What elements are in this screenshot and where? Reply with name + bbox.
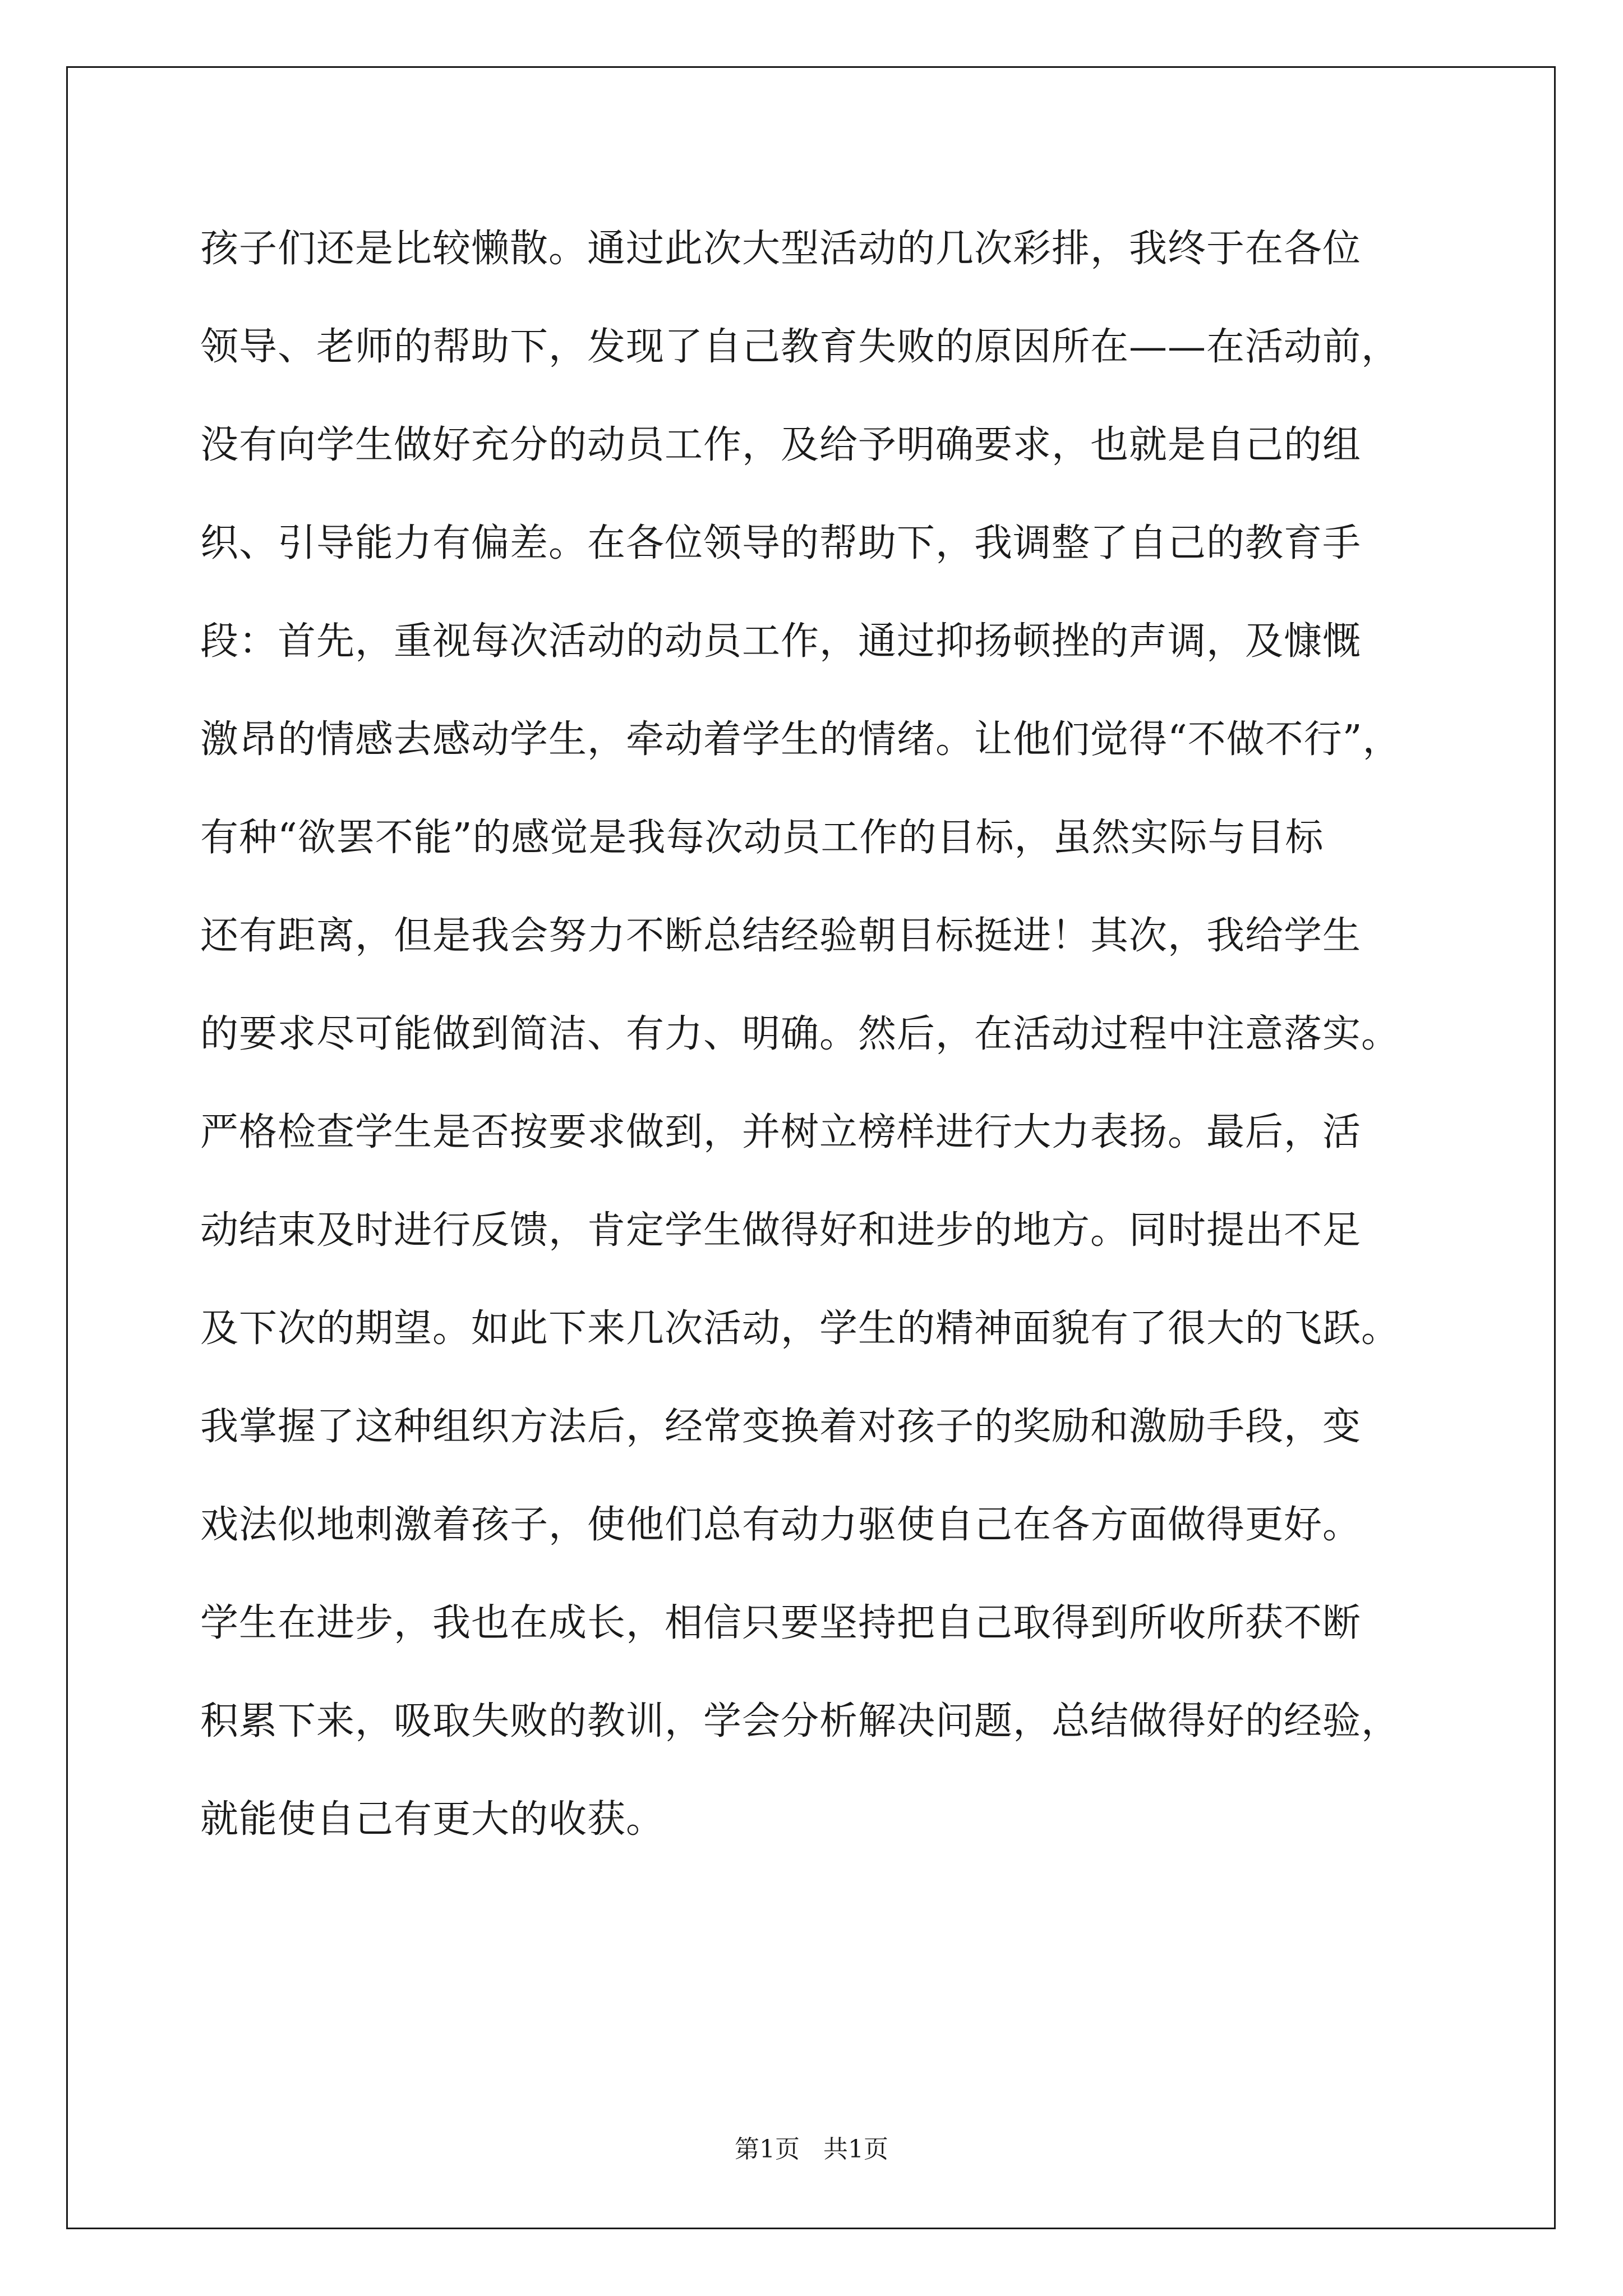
document-body xyxy=(200,200,1468,1869)
text-line-10: 严格检查学生是否按要求做到，并树立榜样进行大力表扬。最后，活 xyxy=(200,1110,1362,1154)
text-line-8: 还有距离，但是我会努力不断总结经验朝目标挺进！其次，我给学生 xyxy=(200,914,1362,958)
text-line-13: 我掌握了这种组织方法后，经常变换着对孩子的奖励和激励手段，变 xyxy=(200,1405,1362,1449)
text-line-5: 段：首先，重视每次活动的动员工作，通过抑扬顿挫的声调，及慷慨 xyxy=(200,619,1362,664)
text-line-7: 有种“欲罢不能”的感觉是我每次动员工作的目标，虽然实际与目标 xyxy=(200,816,1324,860)
text-line-11: 动结束及时进行反馈，肯定学生做得好和进步的地方。同时提出不足 xyxy=(200,1208,1362,1253)
text-line-16: 积累下来，吸取失败的教训，学会分析解决问题，总结做得好的经验， xyxy=(200,1699,1400,1743)
text-line-2: 领导、老师的帮助下，发现了自己教育失败的原因所在——在活动前， xyxy=(200,325,1400,369)
text-line-9: 的要求尽可能做到简洁、有力、明确。然后，在活动过程中注意落实。 xyxy=(200,1012,1400,1056)
text-line-3: 没有向学生做好充分的动员工作，及给予明确要求，也就是自己的组 xyxy=(200,423,1362,467)
text-line-6: 激昂的情感去感动学生，牵动着学生的情绪。让他们觉得“不做不行”， xyxy=(200,717,1401,762)
text-line-12: 及下次的期望。如此下来几次活动，学生的精神面貌有了很大的飞跃。 xyxy=(200,1306,1400,1351)
page-number-footer: 第1页 共1页 xyxy=(735,2135,888,2164)
text-line-4: 织、引导能力有偏差。在各位领导的帮助下，我调整了自己的教育手 xyxy=(200,521,1362,565)
text-line-17: 就能使自己有更大的收获。 xyxy=(200,1797,665,1842)
text-line-15: 学生在进步，我也在成长，相信只要坚持把自己取得到所收所获不断 xyxy=(200,1601,1362,1645)
text-line-1: 孩子们还是比较懒散。通过此次大型活动的几次彩排，我终于在各位 xyxy=(200,227,1362,271)
text-line-14: 戏法似地刺激着孩子，使他们总有动力驱使自己在各方面做得更好。 xyxy=(200,1503,1362,1547)
